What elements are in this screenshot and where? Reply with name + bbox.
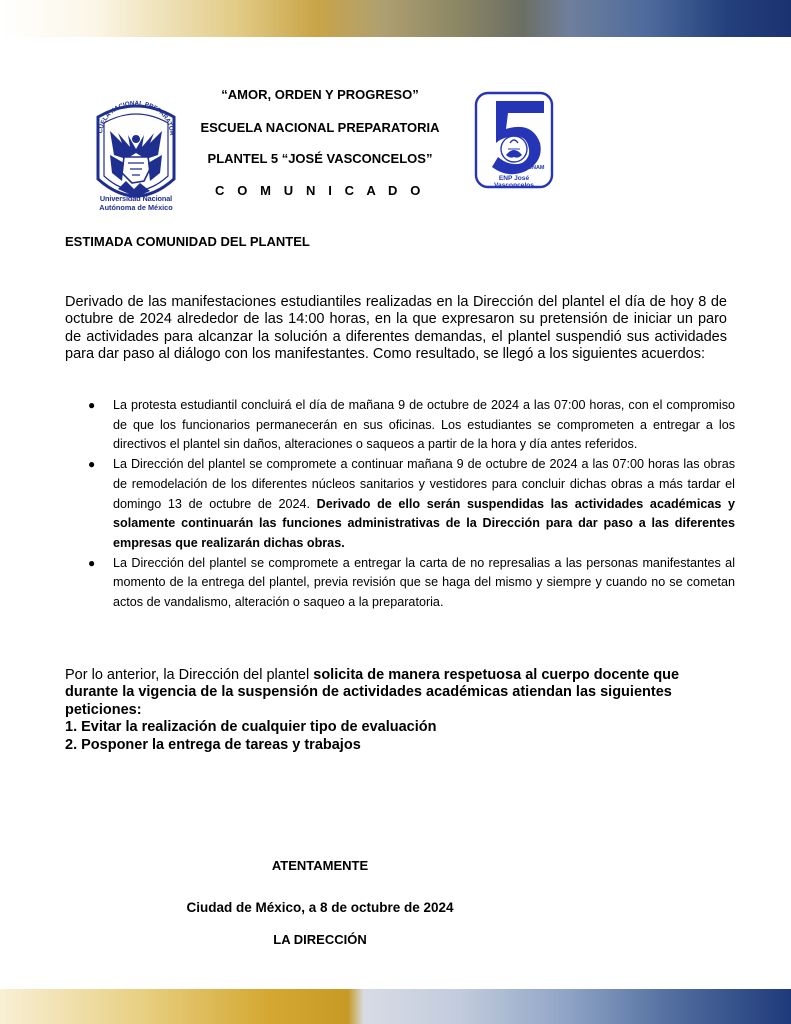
header-motto: “AMOR, ORDEN Y PROGRESO” — [221, 87, 419, 102]
top-decorative-band — [0, 0, 791, 37]
salutation: ESTIMADA COMUNIDAD DEL PLANTEL — [65, 234, 310, 249]
request-item-2: 2. Posponer la entrega de tareas y trabajos — [65, 737, 361, 753]
list-item — [65, 554, 735, 613]
unam-name-line2: Autónoma de México — [99, 203, 173, 212]
closing-paragraph — [65, 667, 733, 719]
bullet-icon: ● — [88, 555, 96, 570]
svg-text:ESCUELA NACIONAL PREPARATORIA: CUELA NACIONAL PREPARATOR — [96, 99, 176, 136]
regards: ATENTAMENTE — [271, 858, 369, 873]
enp-name-label: ENP José Vasconcelos — [494, 175, 534, 189]
list-item — [65, 455, 735, 554]
header-campus: PLANTEL 5 “JOSÉ VASCONCELOS” — [207, 151, 433, 166]
list-item — [65, 396, 735, 455]
agreement-text: La Dirección del plantel se compromete a entregar la carta de no represalias a las personas manifestantes al momento de la entrega del plantel, previa revisión que se haga del mismo y siempre y cuando no se cometan actos de vandalismo, alteración o saqueo a la preparatoria. — [113, 555, 735, 610]
bullet-icon: ● — [88, 457, 96, 472]
enp-plantel5-logo — [474, 91, 554, 189]
agreement-text: La protesta estudiantil concluirá el día de mañana 9 de octubre de 2024 a las 07:00 horas, con el compromiso de que los funcionarios permanecerán en sus oficinas. Los estudiantes se comprometen a entregar a los directivos el plantel sin daños, alteraciones o saqueos a partir de la hora y día antes referidos. — [113, 398, 735, 452]
header-document-type: C O M U N I C A D O — [215, 183, 425, 198]
agreements-list — [65, 396, 735, 613]
bottom-decorative-band — [0, 989, 791, 1024]
bullet-icon: ● — [88, 398, 96, 412]
agreement-bold-text: Derivado de ello serán suspendidas las actividades académicas y solamente continuarán las funciones administrativas de la Dirección para dar paso a las diferentes empresas que realizarán dichas obras. — [113, 496, 735, 550]
agreement-text: La Dirección del plantel se compromete a continuar mañana 9 de octubre de 2024 a las 07:00 horas las obras de remodelación de los diferentes núcleos sanitarios y vestidores para concluir dichas obras a más tardar el domingo 13 de octubre de 2024. — [113, 457, 735, 511]
request-item-1: 1. Evitar la realización de cualquier tipo de evaluación — [65, 719, 437, 735]
signer: LA DIRECCIÓN — [273, 932, 367, 947]
place-date: Ciudad de México, a 8 de octubre de 2024 — [186, 900, 454, 915]
intro-paragraph: Derivado de las manifestaciones estudiantiles realizadas en la Dirección del plantel el día de hoy 8 de octubre de 2024 alrededor de las 14:00 horas, en la que expresaron su pretensión de iniciar un paro de actividades para alcanzar la solución a diferentes demandas, el plantel suspendió sus actividades para dar paso al diálogo con los manifestantes. Como resultado, se llegó a los siguientes acuerdos: — [65, 294, 727, 363]
unam-name-line1: Universidad Nacional — [99, 194, 173, 203]
enp-unam-label: UNAM — [528, 165, 545, 171]
header-school: ESCUELA NACIONAL PREPARATORIA — [200, 120, 440, 135]
closing-request: solicita de manera respetuosa al cuerpo docente que durante la vigencia de la suspensión de actividades académicas atiendan las siguientes peticiones: — [65, 667, 680, 718]
closing-lead: Por lo anterior, la Dirección del plantel — [65, 667, 314, 683]
